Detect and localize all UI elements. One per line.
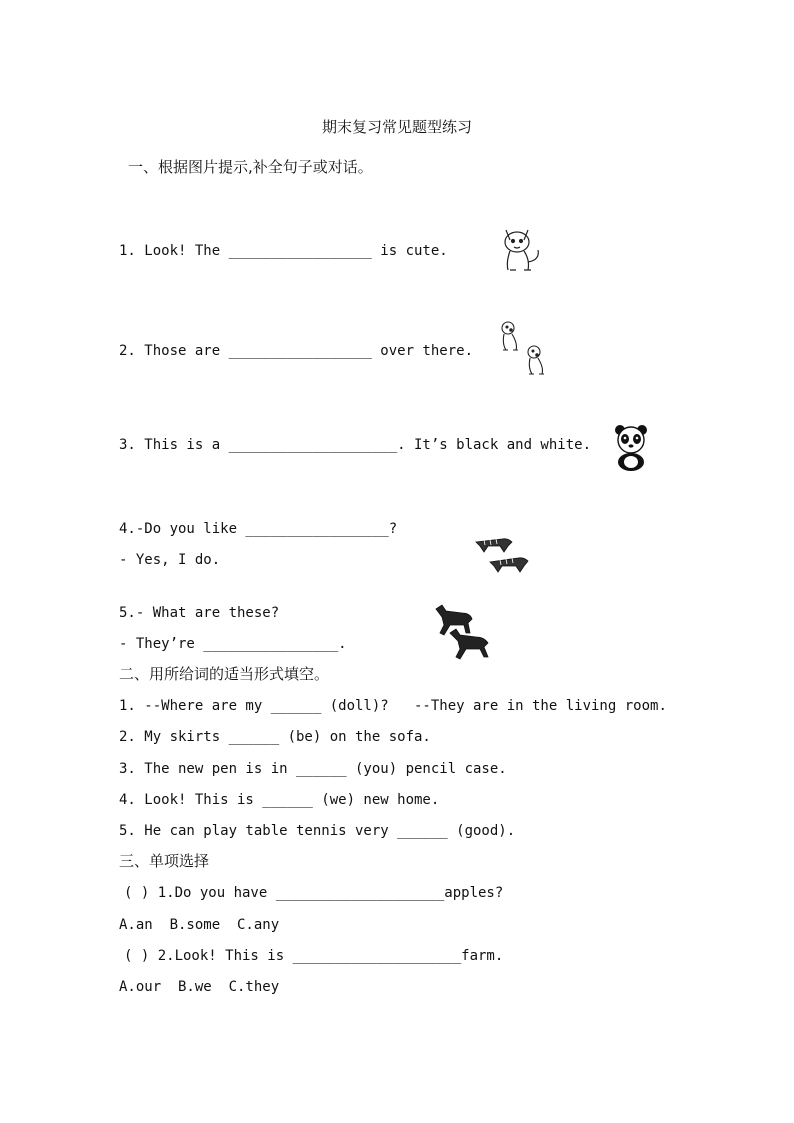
- s2-question-1: 1. --Where are my ______ (doll)? --They are in the living room.: [119, 698, 667, 714]
- section1-heading: 一、根据图片提示,补全句子或对话。: [128, 158, 373, 176]
- s2-question-5: 5. He can play table tennis very ______ (good).: [119, 823, 516, 839]
- s1-question-1: 1. Look! The _________________ is cute.: [119, 243, 448, 259]
- s1-question-5b: - They’re ________________.: [119, 636, 347, 652]
- section3-heading: 三、单项选择: [119, 852, 210, 870]
- s1-question-2: 2. Those are _________________ over there.: [119, 343, 474, 359]
- s1-question-4a: 4.-Do you like _________________?: [119, 521, 398, 537]
- s2-question-3: 3. The new pen is in ______ (you) pencil case.: [119, 761, 507, 777]
- s2-question-4: 4. Look! This is ______ (we) new home.: [119, 792, 440, 808]
- s3-question-1-options: A.an B.some C.any: [119, 917, 280, 933]
- cat-icon: [498, 222, 544, 274]
- panda-icon: [612, 424, 652, 472]
- s1-question-3: 3. This is a ____________________. It’s black and white.: [119, 437, 592, 453]
- s1-question-5a: 5.- What are these?: [119, 605, 280, 621]
- section2-heading: 二、用所给词的适当形式填空。: [119, 665, 330, 683]
- s3-question-1: ( ) 1.Do you have ____________________apples?: [124, 885, 504, 901]
- s1-question-4b: - Yes, I do.: [119, 552, 221, 568]
- s3-question-2: ( ) 2.Look! This is ____________________farm.: [124, 948, 504, 964]
- tigers-icon: [472, 534, 532, 580]
- dogs-icon: [498, 318, 552, 376]
- page-title: 期末复习常见题型练习: [321, 118, 472, 136]
- s3-question-2-options: A.our B.we C.they: [119, 979, 280, 995]
- horses-icon: [432, 603, 494, 661]
- s2-question-2: 2. My skirts ______ (be) on the sofa.: [119, 729, 431, 745]
